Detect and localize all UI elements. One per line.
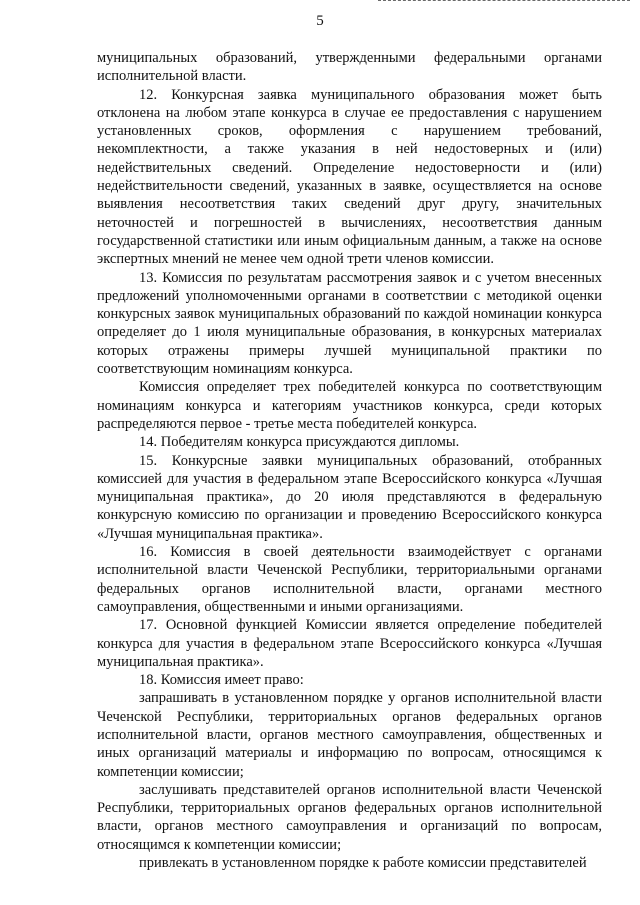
paragraph-13-winners: Комиссия определяет трех победителей конкурса по соответствующим номинациям конкурса и категориям участников конкурса, среди которых распределяются первое - третье места победителей конкурса. [97,379,602,432]
paragraph-18-request: запрашивать в установленном порядке у органов исполнительной власти Чеченской Республики, территориальных органов федеральных органов исполнительной власти, органов местного самоуправления, общественных и иных организаций материалы и информацию по вопросам, относящимся к компетенции комиссии; [97,690,602,780]
paragraph-18-hear: заслушивать представителей органов исполнительной власти Чеченской Республики, территориальных органов федеральных органов исполнительной власти, органов местного самоуправления и организаций по вопросам, относящимся к компетенции комиссии; [97,781,602,853]
paragraph-14: 14. Победителям конкурса присуждаются дипломы. [139,434,460,451]
paragraph-12: 12. Конкурсная заявка муниципального образования может быть отклонена на любом этапе конкурса в случае ее предоставления с нарушением установленных сроков, оформления с нарушением требований, некомплектности, а также указания в ней недостоверных и (или) недействительных сведений. Определение недостоверности и (или) недействительности сведений, указанных в заявке, осуществляется на основе выявления несоответствия таких сведений друг другу, значительных неточностей и погрешностей в вычислениях, несоответствия данным государственной статистики или иным официальным данным, а также на основе экспертных мнений не менее чем одной трети членов комиссии. [97,86,602,268]
paragraph-13: 13. Комиссия по результатам рассмотрения заявок и с учетом внесенных предложений уполномоченными органами в соответствии с методикой оценки конкурсных заявок муниципальных образований по каждой номинации конкурса определяет до 1 июля муниципальные образования, в конкурсных материалах которых отражены примеры лучшей муниципальной практики по соответствующим номинациям конкурса. [97,269,602,378]
paragraph-18-involve: привлекать в установленном порядке к работе комиссии представителей [139,855,587,872]
top-edge-rule [378,0,630,2]
paragraph-17: 17. Основной функцией Комиссии является определение победителей конкурса для участия в федеральном этапе Всероссийского конкурса «Лучшая муниципальная практика». [97,617,602,670]
paragraph-continuation: муниципальных образований, утвержденными федеральными органами исполнительной власти. [97,50,602,85]
paragraph-15: 15. Конкурсные заявки муниципальных образований, отобранных комиссией для участия в федеральном этапе Всероссийского конкурса «Лучшая муниципальная практика», до 20 июля представляются в федеральную конкурсную комиссию по организации и проведению Всероссийского конкурса «Лучшая муниципальная практика». [97,452,602,542]
document-body [97,49,602,872]
paragraph-16: 16. Комиссия в своей деятельности взаимодействует с органами исполнительной власти Чеченской Республики, территориальными органами федеральных органов исполнительной власти, органами местного самоуправления, общественными и иными организациями. [97,544,602,615]
page-number: 5 [316,13,324,29]
paragraph-18: 18. Комиссия имеет право: [139,672,304,689]
